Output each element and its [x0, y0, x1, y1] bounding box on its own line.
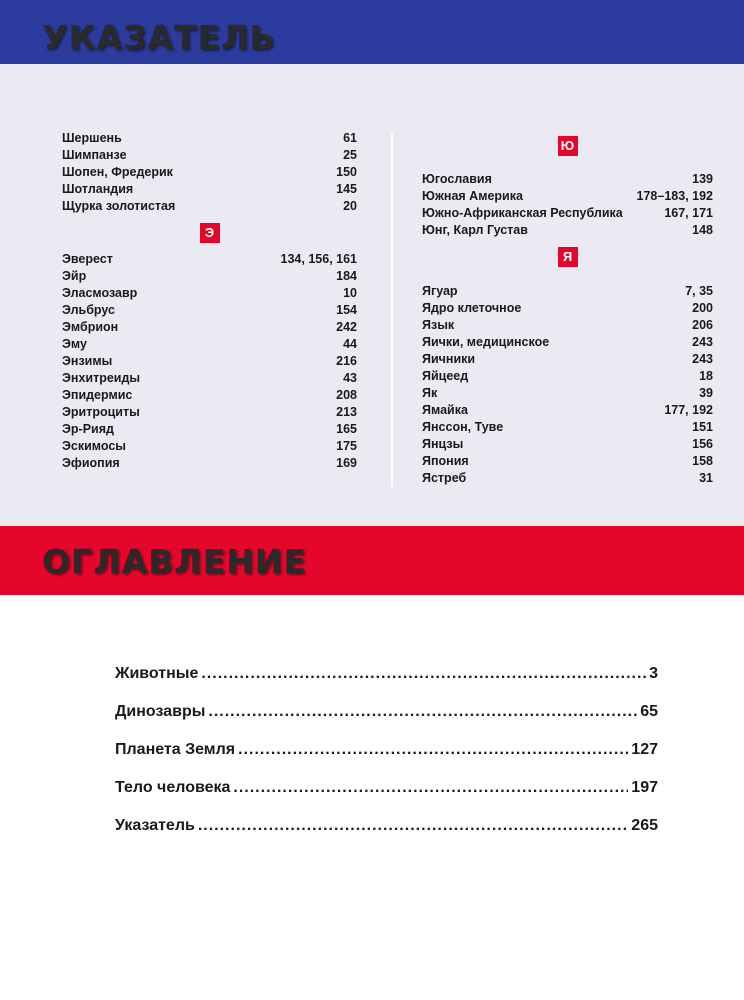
- table-of-contents: [115, 662, 658, 852]
- toc-item[interactable]: [115, 776, 658, 814]
- toc-item-label: Животные: [115, 665, 199, 682]
- index-entry-pages: 18: [699, 369, 713, 383]
- contents-title: ОГЛАВЛЕНИЕ: [42, 542, 307, 581]
- index-entry: [62, 353, 357, 370]
- toc-item[interactable]: [115, 662, 658, 700]
- toc-item[interactable]: [115, 814, 658, 852]
- index-entry-term: Щурка золотистая: [62, 199, 176, 213]
- index-entry: [422, 368, 713, 385]
- index-title: УКАЗАТЕЛЬ: [42, 18, 276, 57]
- index-entry: [422, 171, 713, 188]
- index-entry-pages: 151: [692, 420, 713, 434]
- index-column-left: [62, 130, 357, 472]
- index-entry-pages: 243: [692, 352, 713, 366]
- index-entry-pages: 158: [692, 454, 713, 468]
- index-entry-term: Эскимосы: [62, 439, 126, 453]
- index-entry-term: Янссон, Туве: [422, 420, 504, 434]
- toc-item[interactable]: [115, 738, 658, 776]
- index-entry-pages: 148: [692, 223, 713, 237]
- index-entry: [62, 302, 357, 319]
- index-letter-heading-ya: [422, 245, 713, 269]
- index-entry: [422, 300, 713, 317]
- index-entry: [422, 453, 713, 470]
- index-entry-pages: 216: [336, 354, 357, 368]
- index-entry-pages: 177, 192: [664, 403, 713, 417]
- index-entry-pages: 175: [336, 439, 357, 453]
- toc-item-page: 127: [631, 741, 658, 758]
- index-entry-term: Эму: [62, 337, 87, 351]
- index-entry: [62, 285, 357, 302]
- index-entry-pages: 167, 171: [664, 206, 713, 220]
- toc-dot-leader: [201, 662, 646, 686]
- toc-dot-leader: [198, 814, 628, 838]
- toc-item-label: Тело человека: [115, 779, 231, 796]
- toc-item-label: Динозавры: [115, 703, 206, 720]
- index-entry: [422, 470, 713, 487]
- index-entry-term: Южно-Африканская Республика: [422, 206, 623, 220]
- index-entry-pages: 242: [336, 320, 357, 334]
- index-entry-term: Эритроциты: [62, 405, 140, 419]
- index-entry-pages: 169: [336, 456, 357, 470]
- index-entry-term: Япония: [422, 454, 469, 468]
- index-entry: [62, 404, 357, 421]
- index-entry-term: Южная Америка: [422, 189, 523, 203]
- index-entry-pages: 10: [343, 286, 357, 300]
- toc-item-page: 197: [631, 779, 658, 796]
- index-entry-term: Ягуар: [422, 284, 458, 298]
- letter-badge-yu: Ю: [558, 136, 578, 156]
- index-entry-term: Язык: [422, 318, 455, 332]
- index-entry-term: Энхитреиды: [62, 371, 141, 385]
- index-entry-pages: 165: [336, 422, 357, 436]
- toc-item-page: 3: [649, 665, 658, 682]
- index-entry: [422, 334, 713, 351]
- index-entry-pages: 39: [699, 386, 713, 400]
- index-group-ya: [422, 283, 713, 487]
- index-entry: [422, 317, 713, 334]
- index-entry-term: Яичники: [422, 352, 476, 366]
- index-group-e: [62, 251, 357, 472]
- index-entry: [62, 370, 357, 387]
- index-entry-pages: 200: [692, 301, 713, 315]
- index-entry-pages: 20: [343, 199, 357, 213]
- index-letter-heading-e: [62, 221, 357, 245]
- index-entry-term: Эйр: [62, 269, 87, 283]
- index-entry-pages: 243: [692, 335, 713, 349]
- index-entry-pages: 44: [343, 337, 357, 351]
- index-entry: [62, 455, 357, 472]
- index-entry-term: Югославия: [422, 172, 492, 186]
- index-entry-term: Ядро клеточное: [422, 301, 522, 315]
- index-entry-pages: 178–183, 192: [636, 189, 713, 203]
- index-entry-term: Яйцеед: [422, 369, 469, 383]
- index-entry: [62, 438, 357, 455]
- index-entry-term: Шимпанзе: [62, 148, 127, 162]
- index-entry: [62, 387, 357, 404]
- index-entry: [62, 147, 357, 164]
- index-entry-term: Эр-Рияд: [62, 422, 114, 436]
- index-entry: [62, 130, 357, 147]
- toc-dot-leader: [233, 776, 628, 800]
- index-entry: [422, 402, 713, 419]
- index-entry: [62, 319, 357, 336]
- index-entry: [422, 436, 713, 453]
- index-entry-term: Шершень: [62, 131, 122, 145]
- index-entry-term: Эмбрион: [62, 320, 119, 334]
- index-entry: [62, 268, 357, 285]
- index-entry-pages: 150: [336, 165, 357, 179]
- index-entry-pages: 31: [699, 471, 713, 485]
- toc-item-label: Указатель: [115, 817, 195, 834]
- index-entry-pages: 213: [336, 405, 357, 419]
- index-entry: [62, 181, 357, 198]
- index-entry-term: Янцзы: [422, 437, 464, 451]
- index-entry: [62, 251, 357, 268]
- index-entry-term: Эласмозавр: [62, 286, 138, 300]
- index-entry: [422, 188, 713, 205]
- index-entry: [62, 164, 357, 181]
- toc-dot-leader: [208, 700, 637, 724]
- index-entry: [422, 283, 713, 300]
- index-entry: [62, 198, 357, 215]
- index-entry: [422, 419, 713, 436]
- index-entry-term: Шотландия: [62, 182, 134, 196]
- index-group-yu: [422, 171, 713, 239]
- index-entry: [422, 385, 713, 402]
- toc-item-label: Планета Земля: [115, 741, 236, 758]
- index-group-sh: [62, 130, 357, 215]
- index-entry-term: Эпидермис: [62, 388, 133, 402]
- index-entry-pages: 7, 35: [685, 284, 713, 298]
- toc-item-page: 265: [631, 817, 658, 834]
- index-entry-term: Як: [422, 386, 438, 400]
- index-entry-term: Ямайка: [422, 403, 468, 417]
- index-entry-term: Эверест: [62, 252, 113, 266]
- index-entry-term: Эфиопия: [62, 456, 120, 470]
- index-entry-pages: 139: [692, 172, 713, 186]
- index-entry-pages: 206: [692, 318, 713, 332]
- index-entry-term: Шопен, Фредерик: [62, 165, 173, 179]
- index-entry-pages: 184: [336, 269, 357, 283]
- letter-badge-e: Э: [200, 223, 220, 243]
- toc-dot-leader: [238, 738, 628, 762]
- column-divider: [391, 134, 393, 488]
- index-entry-pages: 154: [336, 303, 357, 317]
- toc-item[interactable]: [115, 700, 658, 738]
- letter-badge-ya: Я: [558, 247, 578, 267]
- index-entry-term: Яички, медицинское: [422, 335, 550, 349]
- index-entry: [62, 421, 357, 438]
- index-entry-pages: 145: [336, 182, 357, 196]
- index-entry-pages: 208: [336, 388, 357, 402]
- index-entry-term: Энзимы: [62, 354, 113, 368]
- index-letter-heading-yu: [422, 134, 713, 158]
- index-entry: [62, 336, 357, 353]
- toc-item-page: 65: [640, 703, 658, 720]
- index-entry-term: Юнг, Карл Густав: [422, 223, 528, 237]
- index-entry: [422, 351, 713, 368]
- index-entry-pages: 61: [343, 131, 357, 145]
- index-entry: [422, 222, 713, 239]
- index-entry-pages: 43: [343, 371, 357, 385]
- index-entry-term: Ястреб: [422, 471, 467, 485]
- index-entry-pages: 25: [343, 148, 357, 162]
- index-entry-term: Эльбрус: [62, 303, 115, 317]
- index-column-right: [422, 134, 713, 487]
- index-entry-pages: 134, 156, 161: [280, 252, 357, 266]
- index-entry-pages: 156: [692, 437, 713, 451]
- index-entry: [422, 205, 713, 222]
